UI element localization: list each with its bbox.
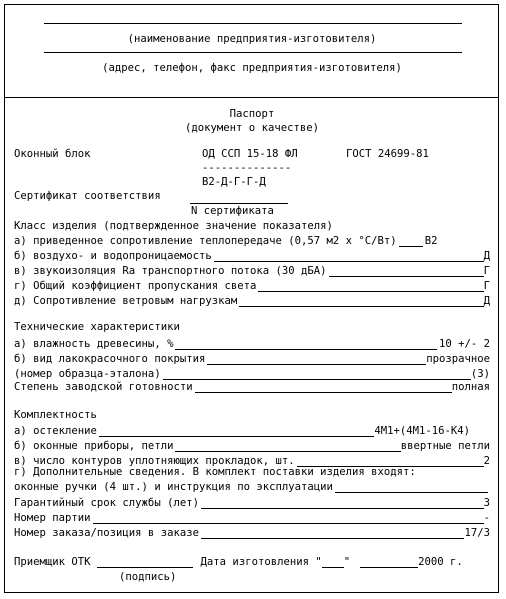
warranty-row: Гарантийный срок службы (лет) 3 bbox=[14, 497, 490, 509]
signature-caption: (подпись) bbox=[119, 571, 177, 583]
class-item-a-value: В2 bbox=[424, 235, 438, 247]
inspector-label: Приемщик ОТК bbox=[14, 556, 91, 568]
tech-item-a-value: 10 +/- 2 bbox=[438, 338, 490, 350]
class-item-c-value: Г bbox=[483, 265, 490, 277]
tech-heading: Технические характеристики bbox=[14, 321, 180, 333]
kit-item-c: в) число контуров уплотняющих прокладок, шт. 2 bbox=[14, 455, 490, 467]
product-dashes: -------------- bbox=[202, 162, 292, 174]
tech-item-c-value: (3) bbox=[470, 368, 490, 380]
order-value: 17/3 bbox=[464, 527, 490, 539]
tech-item-d: Степень заводской готовности полная bbox=[14, 381, 490, 393]
order-row: Номер заказа/позиция в заказе 17/3 bbox=[14, 527, 490, 539]
signature-line bbox=[97, 556, 193, 568]
product-label: Оконный блок bbox=[14, 148, 91, 160]
product-standard: ГОСТ 24699-81 bbox=[346, 148, 429, 160]
certificate-number-caption: N сертификата bbox=[191, 205, 274, 217]
tech-item-b: б) вид лакокрасочного покрытия прозрачное bbox=[14, 353, 490, 365]
class-item-d-value: Г bbox=[483, 280, 490, 292]
address-line bbox=[44, 52, 462, 53]
class-item-a: а) приведенное сопротивление теплопередаче (0,57 м2 х °С/Вт) В2 bbox=[14, 235, 438, 247]
batch-value: - bbox=[483, 512, 490, 524]
class-item-e-value: Д bbox=[483, 295, 490, 307]
manufacturer-caption: (наименование предприятия-изготовителя) bbox=[127, 33, 377, 45]
class-item-c: в) звукоизоляция Ra транспортного потока (30 дБА) Г bbox=[14, 265, 490, 277]
kit-extra-row-2 bbox=[14, 479, 490, 493]
kit-heading: Комплектность bbox=[14, 409, 97, 421]
document-subtitle: (документ о качестве) bbox=[185, 122, 319, 134]
manufacturer-name-line bbox=[44, 23, 462, 24]
day-line bbox=[322, 556, 344, 568]
kit-item-b-value: ввертные петли bbox=[400, 440, 490, 452]
kit-item-a: а) остекление 4М1+(4М1-16-К4) bbox=[14, 425, 470, 437]
product-designation: ОД ССП 15-18 ФЛ bbox=[202, 148, 298, 160]
class-item-b-value: Д bbox=[483, 250, 490, 262]
title-row bbox=[14, 106, 490, 120]
footer-row bbox=[14, 554, 490, 568]
subtitle-row bbox=[14, 120, 490, 134]
kit-item-b: б) оконные приборы, петли ввертные петли bbox=[14, 440, 490, 452]
product-mark: В2-Д-Г-Г-Д bbox=[202, 176, 266, 188]
class-heading: Класс изделия (подтвержденное значение показателя) bbox=[14, 220, 333, 232]
class-item-d: г) Общий коэффициент пропускания света Г bbox=[14, 280, 490, 292]
certificate-label: Сертификат соответствия bbox=[14, 190, 161, 202]
manufacturer-caption-row bbox=[14, 31, 490, 45]
kit-item-a-value: 4М1+(4М1-16-К4) bbox=[374, 425, 470, 437]
date-quote: " bbox=[343, 556, 351, 568]
document-title: Паспорт bbox=[229, 108, 275, 120]
class-item-e: д) Сопротивление ветровым нагрузкам Д bbox=[14, 295, 490, 307]
tech-item-a: а) влажность древесины, % 10 +/- 2 bbox=[14, 338, 490, 350]
warranty-value: 3 bbox=[483, 497, 490, 509]
kit-item-c-value: 2 bbox=[483, 455, 490, 467]
header-divider bbox=[4, 97, 499, 98]
class-item-b: б) воздухо- и водопроницаемость Д bbox=[14, 250, 490, 262]
tech-item-c: (номер образца-эталона) (3) bbox=[14, 368, 490, 380]
month-line bbox=[360, 556, 418, 568]
address-caption: (адрес, телефон, факс предприятия-изготовителя) bbox=[102, 62, 402, 74]
date-label: Дата изготовления " bbox=[200, 556, 322, 568]
tech-item-b-value: прозрачное bbox=[426, 353, 490, 365]
batch-row: Номер партии - bbox=[14, 512, 490, 524]
kit-extra-line-2: оконные ручки (4 шт.) и инструкция по эксплуатации bbox=[14, 481, 333, 493]
year-value: 2000 г. bbox=[418, 556, 463, 568]
certificate-number-line bbox=[190, 203, 288, 204]
kit-extra-line-1: г) Дополнительные сведения. В комплект поставки изделия входят: bbox=[14, 466, 416, 478]
tech-item-d-value: полная bbox=[451, 381, 490, 393]
address-caption-row bbox=[14, 60, 490, 74]
